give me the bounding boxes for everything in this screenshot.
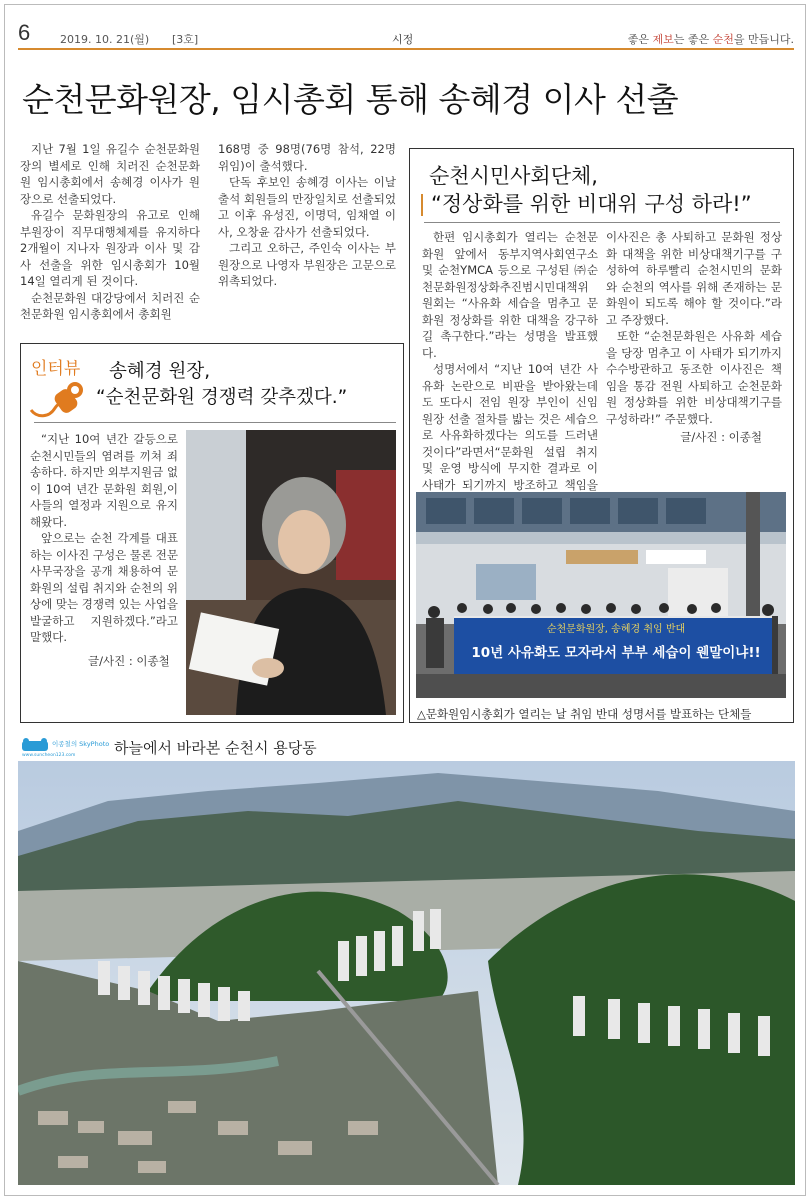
- banner-main-text: 10년 사유화도 모자라서 부부 세습이 웬말이냐!!: [471, 645, 761, 661]
- banner-top-text: 순천문화원장, 송혜경 취임 반대: [546, 624, 686, 635]
- main-article-col1: 지난 7월 1일 유길수 순천문화원장의 별세로 인해 치러진 순천문화원 임시총회에서 송혜경 이사가 원장으로 선출되었다. 유길수 문화원장의 유고로 인해 부원장이 직무대행체제를 유지하다 2개월이 지나자 원장과 이사 및 감사 선출을 위한 임시총회가 10월 14일 열리게 된 것이다. 순천문화원 대강당에서 치러진 순천문화원 임시총회에서 총회원: [20, 142, 200, 321]
- interview-title: 송혜경 원장,: [109, 361, 211, 382]
- page-number: 6: [18, 20, 31, 45]
- skyphoto-logo: [20, 737, 110, 757]
- issue-number: [3호]: [172, 33, 199, 46]
- protest-photo-caption: △문화원임시총회가 열리는 날 취임 반대 성명서를 발표하는 단체들: [417, 707, 752, 721]
- interview-badge: 인터뷰: [31, 359, 81, 379]
- interview-subtitle: “순천문화원 경쟁력 갖추겠다.”: [96, 387, 348, 408]
- civic-credit: 글/사진 : 이종철: [680, 430, 762, 444]
- civic-article-col2: 이사진은 총 사퇴하고 문화원 정상화 대책을 위한 비상대책기구를 구성하여 하루빨리 순천시민의 문화와 순천의 역사를 위해 존재하는 문화원이 되도록 해야 할 것이다.”라고 주장했다. 또한 “순천문화원은 사유화 세습을 당장 멈추고 이 사태가 되기까지 수수방관하고 동조한 이사진은 책임을 통감 전원 사퇴하고 순천문화원 정상화를 위한 비상대책기구를 구성하라!” 주문했다. 글/사진 : 이종철: [606, 230, 782, 444]
- protest-photo-illustration: [416, 492, 786, 698]
- main-headline: 순천문화원장, 임시총회 통해 송혜경 이사 선출: [22, 80, 679, 119]
- skyphoto-title: 하늘에서 바라본 순천시 용당동: [114, 739, 317, 757]
- skyphoto-logo-text: 이종철의 SkyPhoto: [52, 740, 110, 748]
- civic-divider: [424, 222, 780, 223]
- interview-divider: [34, 422, 396, 423]
- skyphoto-logo-url: www.suncheon123.com: [22, 753, 76, 757]
- interview-text: “지난 10여 년간 갈등으로 순천시민들의 염려를 끼쳐 죄송하다. 하지만 외부지원금 없이 10여 년간 문화원 회원,이사들의 열정과 지원으로 유지해왔다. 앞으로는 순천 각계를 대표하는 이사진 구성은 물론 전문 사무국장을 공개 채용하여 문화원의 설립 취지와 순천의 위상에 맞는 경쟁력 있는 사업을 발굴하고 지원하겠다.”라고 말했다.: [30, 432, 178, 644]
- newspaper-slogan: 좋은 제보는 좋은 순천을 만듭니다.: [627, 33, 794, 46]
- portrait-photo: [186, 430, 396, 715]
- protest-photo: [416, 492, 786, 698]
- civic-subtitle: “정상화를 위한 비대위 구성 하라!”: [421, 188, 752, 218]
- main-article-col2: 168명 중 98명(76명 참석, 22명 위임)이 출석했다. 단독 후보인 송혜경 이사는 이날 출석 회원들의 만장일치로 선출되었고 이후 유성진, 이명덕, 임채열 이사, 오창윤 감사가 선출되었다. 그리고 오하근, 주인숙 이사는 부원장으로 나영자 부원장은 고문으로 위촉되었다.: [218, 142, 396, 288]
- header-rule: [18, 48, 794, 50]
- civic-article-col1: 한편 임시총회가 열리는 순천문화원 앞에서 동부지역사회연구소 및 순천YMCA 등으로 구성된 ㈜순천문화원정상화추진범시민대책위원회는 “사유화 세습을 멈추고 문화원 정상화를 위한 대책을 강구하길 촉구한다.”라는 성명을 발표했다. 성명서에서 “지난 10여 년간 사유화 논란으로 비판을 받아왔는데도 또다시 전임 원장 부인이 신임 원장 선출 절차를 밟는 것은 세습으로 사유화하겠다는 의도를 드러낸 것이다”라면서“문화원 설립 취지 및 운영 방식에 무지한 결과로 이 사태가 되기까지 방조하고 책임을: [422, 230, 598, 492]
- aerial-photo: [18, 761, 795, 1185]
- section-name: 시정: [392, 33, 414, 46]
- issue-date: 2019. 10. 21(월): [60, 33, 150, 46]
- civic-title: 순천시민사회단체,: [429, 164, 598, 188]
- microphone-icon: [27, 380, 87, 422]
- title-accent-bar: [421, 194, 423, 216]
- interview-credit: 글/사진 : 이종철: [88, 654, 170, 668]
